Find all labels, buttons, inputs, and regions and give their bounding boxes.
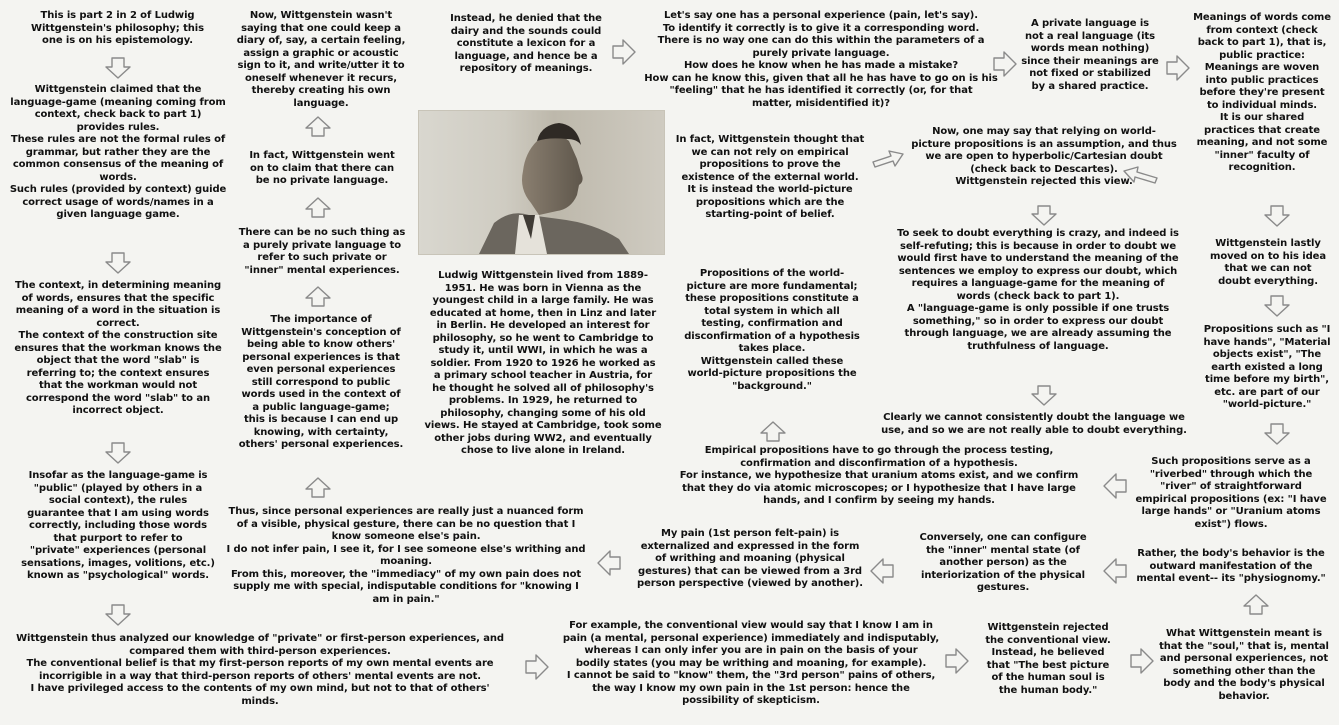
- text-node-personal-experience: Let's say one has a personal experience (pain, let's say). To identify it correctly is to give it a corresponding word. There is no way one can do this within the parameters of a purely private language. How does he know when he has made a mistake? How can he know this, given that all he has have to go on is his "feeling" that he has identified it correctly (or, for that matter, misidentified it)?: [644, 10, 998, 109]
- text-node-best-picture-of-soul: Wittgenstein rejected the conventional view. Instead, he believed that "The best picture of the human soul is the human body.": [985, 622, 1111, 696]
- text-node-meaning-from-context: Meanings of words come from context (check back to part 1), that is, public practice: Meanings are woven into public practices before they're present to individual minds. It is our shared practices that create meaning, and not some "inner" faculty of recognition.: [1193, 12, 1331, 173]
- text-node-purely-private-language: There can be no such thing as a purely private language to refer to such private or "inner" mental experiences.: [238, 227, 406, 276]
- arrow-right: [1167, 56, 1189, 80]
- arrow-left: [1104, 559, 1126, 583]
- text-node-testing-confirmation: Empirical propositions have to go through the process testing, confirmation and disconfirmation of a hypothesis. For instance, we hypothesize that uranium atoms exist, and we confirm that they do via atomic microscopes; or I hypothesize that I have large hands, and I confirm by seeing my hands.: [679, 445, 1079, 506]
- text-node-world-picture-background: Propositions of the world- picture are more fundamental; these propositions constitute a total system in which all testing, confirmation and disconfirmation of a hypothesis takes place. Wittgenstein called these world-picture propositions the "background.": [684, 268, 860, 392]
- text-node-meaning-of-soul: What Wittgenstein meant is that the "soul," that is, mental and personal experiences, not something other than the body and the body's physical behavior.: [1159, 628, 1329, 702]
- arrow-right: [613, 40, 635, 64]
- arrow-left: [1104, 474, 1126, 498]
- arrow-up: [306, 478, 330, 497]
- text-node-cartesian-doubt: Now, one may say that relying on world- picture propositions is an assumption, and thus we are open to hyperbolic/Cartesian doubt (check back to Descartes). Wittgenstein rejected this view.: [911, 126, 1177, 187]
- text-node-conventional-view: For example, the conventional view would say that I know I am in pain (a mental, personal experience) immediately and indisputably, whereas I can only infer you are in pain on the basis of your bodily states (you may be writhing and moaning, for example). I cannot be said to "know" them, the "3rd person" pains of others, the way I know my own pain in the 1st person: hence the possibility of skepticism.: [562, 620, 940, 706]
- arrow-down: [106, 443, 130, 463]
- text-node-world-picture-examples: Propositions such as "I have hands", "Material objects exist", "The earth existed a long time before my birth", etc. are part of our "world-picture.": [1203, 324, 1331, 410]
- arrow-down: [1265, 296, 1289, 316]
- text-node-not-real-language: A private language is not a real language (its words mean nothing) since their meanings are not fixed or stabilized by a shared practice.: [1021, 18, 1159, 92]
- portrait-photo: [418, 110, 665, 255]
- arrow-down: [1032, 206, 1056, 225]
- text-node-denied-lexicon: Instead, he denied that the dairy and the sounds could constitute a lexicon for a language, and hence be a repository of meanings.: [450, 13, 602, 74]
- arrow-up: [1244, 595, 1268, 614]
- text-node-empirical-propositions: In fact, Wittgenstein thought that we can not rely on empirical propositions to prove the existence of the external world. It is instead the world-picture propositions which are the starting-point of belief.: [675, 134, 865, 220]
- text-node-diary-feeling: Now, Wittgenstein wasn't saying that one could keep a diary of, say, a certain feeling, assign a graphic or acoustic sign to it, and write/utter it to oneself whenever it recurs, thereby creating his own language.: [236, 10, 406, 109]
- arrow-down: [1032, 386, 1056, 405]
- text-node-language-game-rules: Wittgenstein claimed that the language-game (meaning coming from context, check back to part 1) provides rules. These rules are not the formal rules of grammar, but rather they are the common consensus of the meaning of words. Such rules (provided by context) guide correct usage of words/names in a given language game.: [9, 84, 227, 220]
- text-node-physiognomy: Rather, the body's behavior is the outward manifestation of the mental event-- its "physiognomy.": [1136, 548, 1326, 584]
- arrow-up: [306, 117, 330, 136]
- arrow-down: [1265, 424, 1289, 444]
- text-node-public-language-game: Insofar as the language-game is "public" (played by others in a social context), the rules guarantee that I am using words correctly, including those words that purport to refer to "private" experiences (personal sensations, images, volitions, etc.) known as "psychological" words.: [21, 470, 215, 581]
- text-node-cannot-doubt-language: Clearly we cannot consistently doubt the language we use, and so we are not really able to doubt everything.: [881, 412, 1187, 436]
- arrow-down: [106, 253, 130, 273]
- text-node-first-person-experiences: Wittgenstein thus analyzed our knowledge of "private" or first-person experiences, and compared them with third-person experiences. The conventional belief is that my first-person reports of my own mental events are incorrigible in a way that third-person reports of others' mental events are not. I have privileged access to the contents of my own mind, but not to that of others' minds.: [16, 633, 504, 707]
- text-node-biography: Ludwig Wittgenstein lived from 1889- 1951. He was born in Vienna as the youngest child in a large family. He was educated at home, then in Linz and later in Berlin. He developed an interest for philosophy, so he went to Cambridge to study it, until WWI, in which he was a soldier. From 1920 to 1926 he worked as a primary school teacher in Austria, for he thought he solved all of philosophy's problems. In 1929, he returned to philosophy, changing some of his old views. He stayed at Cambridge, took some other jobs during WW2, and eventually chose to live alone in Ireland.: [424, 270, 662, 456]
- text-node-no-private-language: In fact, Wittgenstein went on to claim that there can be no private language.: [249, 150, 395, 186]
- text-node-intro: This is part 2 in 2 of Ludwig Wittgenstein's philosophy; this one is on his epistemology.: [31, 10, 204, 46]
- text-node-inner-mental-state: Conversely, one can configure the "inner" mental state (of another person) as the interiorization of the physical gestures.: [919, 532, 1087, 593]
- arrow-up: [761, 422, 785, 441]
- text-node-riverbed: Such propositions serve as a "riverbed" through which the "river" of straightforward empirical propositions (ex: "I have large hands" or "Uranium atoms exist") flows.: [1135, 456, 1327, 530]
- text-node-knowing-others-experiences: The importance of Wittgenstein's conception of being able to know others' personal experiences is that even personal experiences still correspond to public words used in the context of a public language-game; this is because I can end up knowing, with certainty, others' personal experiences.: [238, 314, 404, 450]
- arrow-up: [306, 198, 330, 217]
- text-node-my-pain: My pain (1st person felt-pain) is externalized and expressed in the form of writhing and moaning (physical gestures) that can be viewed from a 3rd person perspective (viewed by another).: [637, 528, 863, 589]
- arrow-up: [306, 287, 330, 306]
- text-node-context-meaning: The context, in determining meaning of words, ensures that the specific meaning of a word in the situation is correct. The context of the construction site ensures that the workman knows the object that the word "slab" is referring to; the context ensures that the workman would not correspond the word "slab" to an incorrect object.: [14, 280, 222, 416]
- arrow-down: [106, 58, 130, 78]
- text-node-visible-gesture: Thus, since personal experiences are really just a nuanced form of a visible, physical gesture, there can be no question that I know someone else's pain. I do not infer pain, I see it, for I see someone else's writhing and moaning. From this, moreover, the "immediacy" of my own pain does not supply me with special, indisputable conditions for "knowing I am in pain.": [226, 506, 586, 605]
- portrait-illustration: [419, 111, 664, 254]
- text-node-doubt-self-refuting: To seek to doubt everything is crazy, and indeed is self-refuting; this is because in order to doubt we would first have to understand the meaning of the sentences we employ to express our doubt, which requires a language-game for the meaning of words (check back to part 1). A "language-game is only possible if one trusts something," so in order to express our doubt through language, we are already assuming the truthfulness of language.: [897, 228, 1179, 352]
- arrow-right: [526, 655, 548, 679]
- arrow-down: [106, 605, 130, 625]
- arrow-down: [1265, 206, 1289, 226]
- text-node-cannot-doubt-everything: Wittgenstein lastly moved on to his idea that we can not doubt everything.: [1210, 238, 1326, 287]
